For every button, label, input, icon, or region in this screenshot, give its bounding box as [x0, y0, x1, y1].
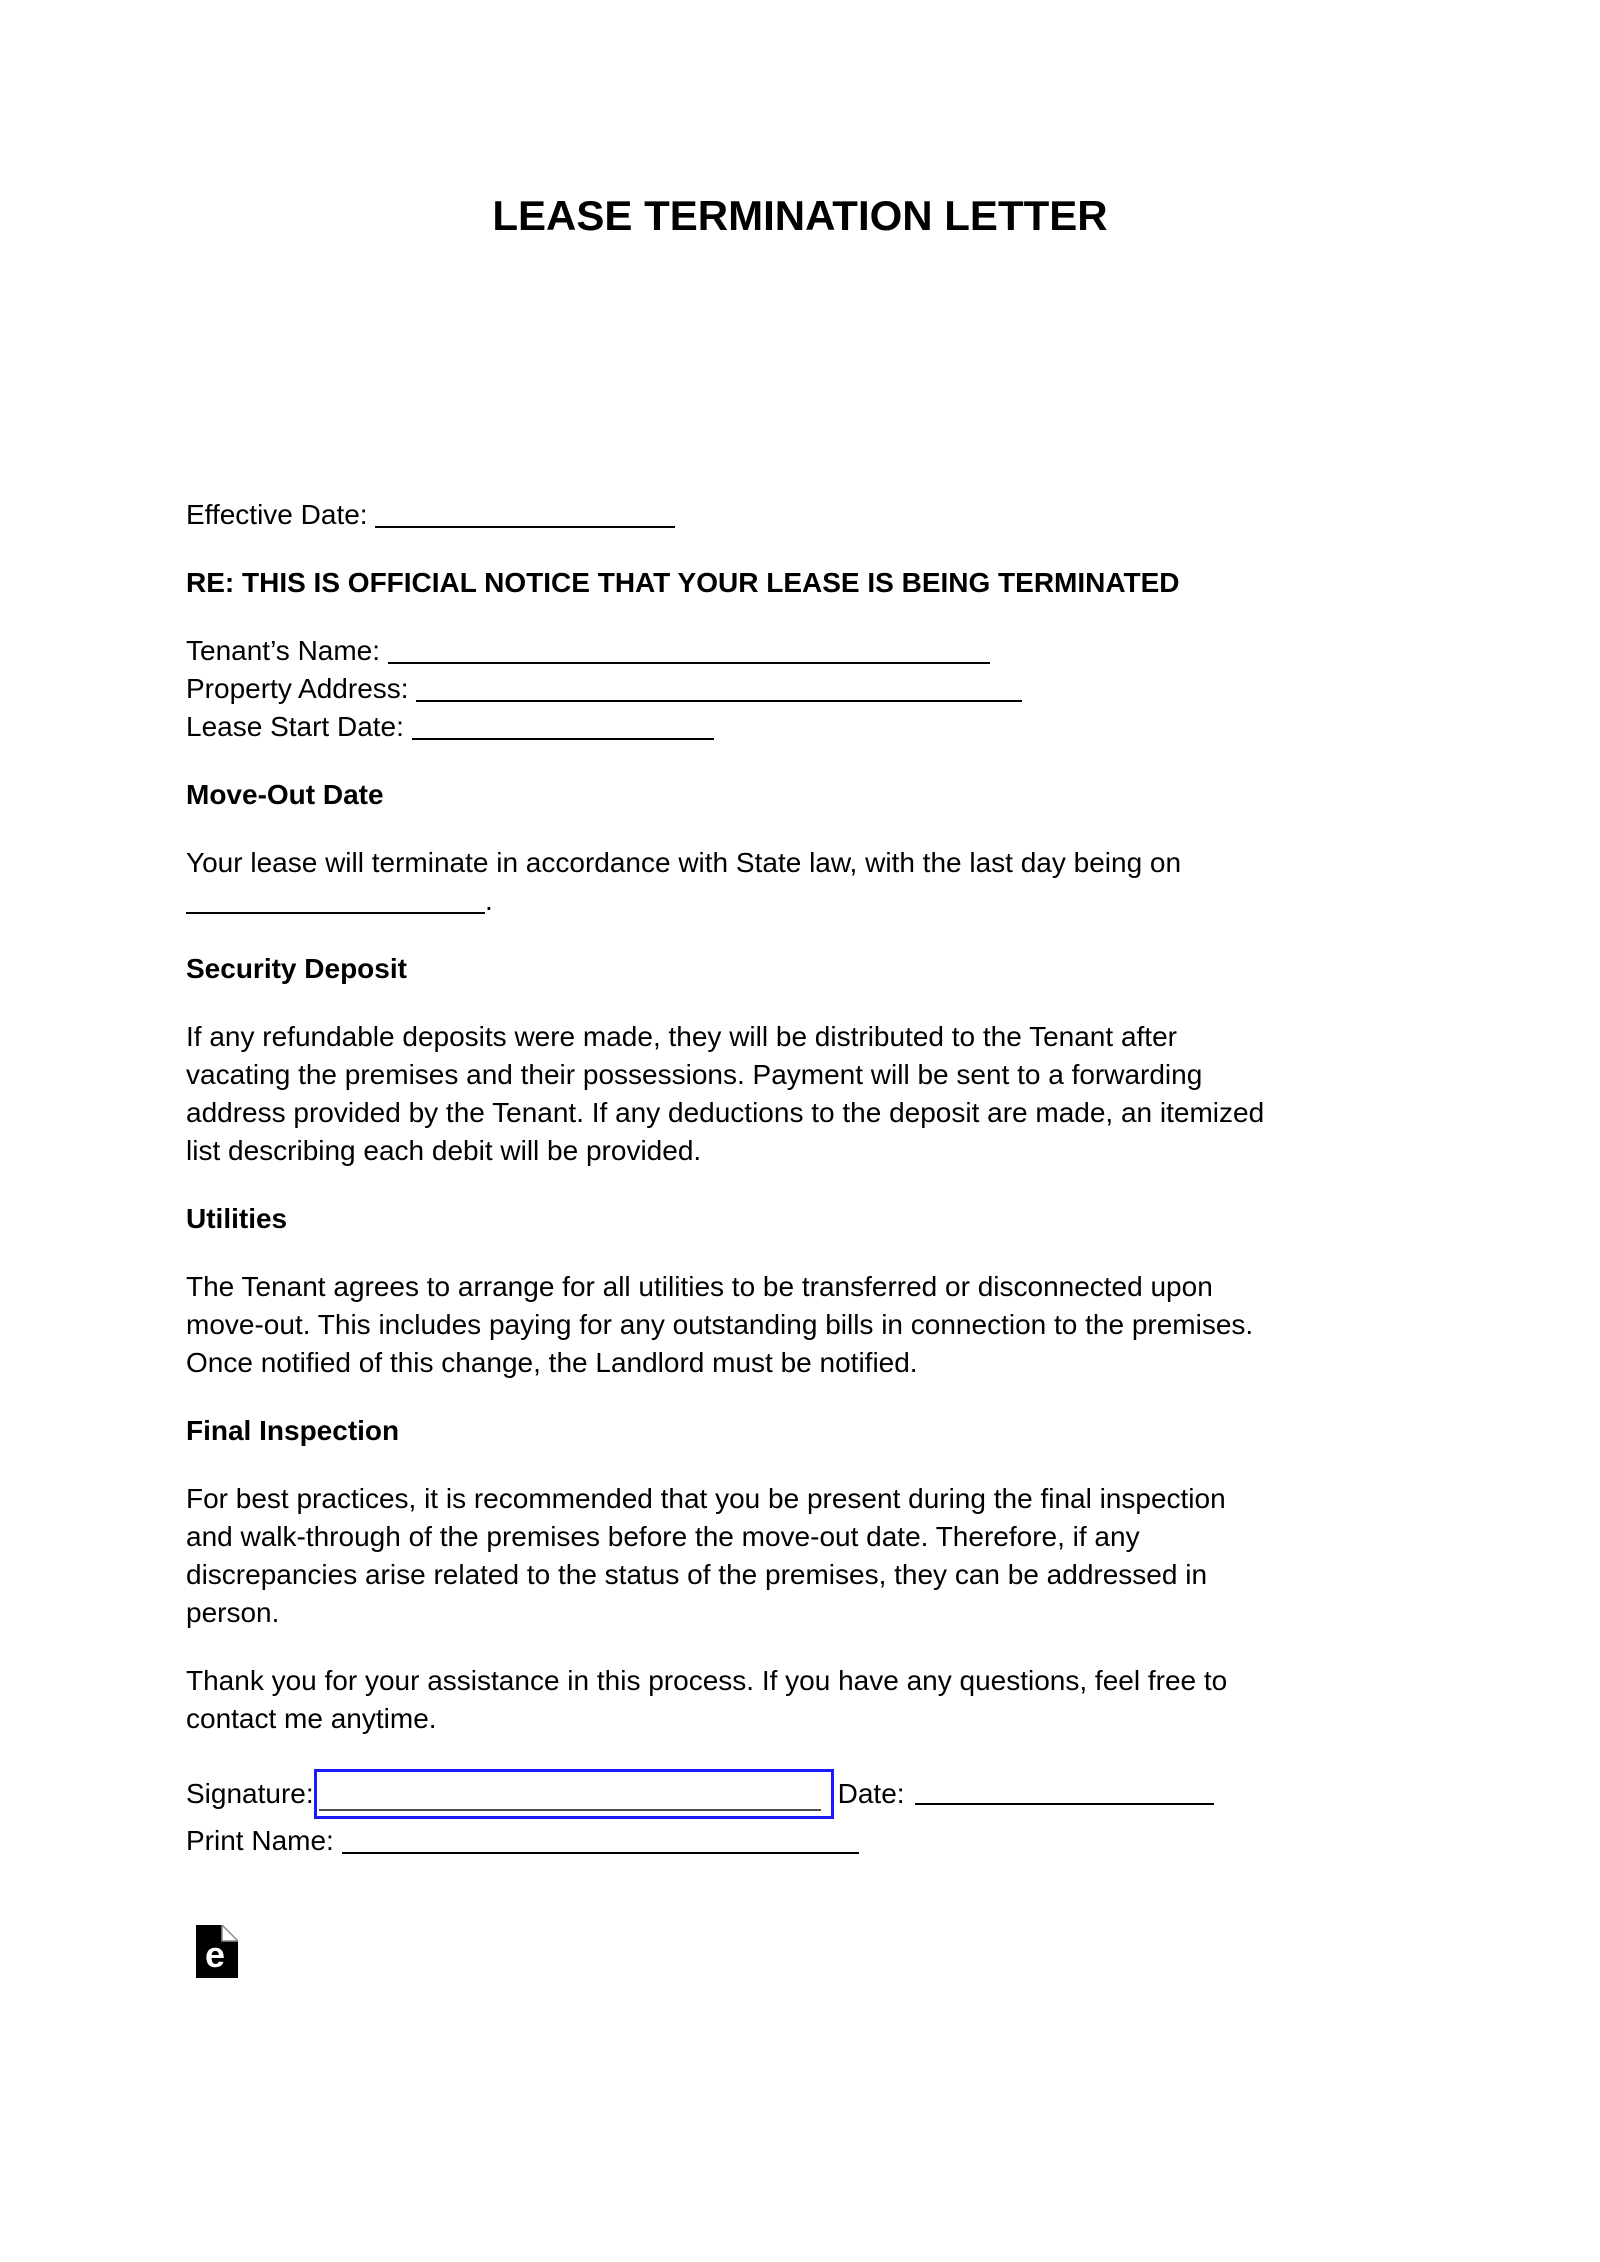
- signature-field[interactable]: [314, 1769, 834, 1819]
- property-address-label: Property Address:: [186, 673, 409, 704]
- move-out-paragraph-line: Your lease will terminate in accordance with State law, with the last day being on: [186, 847, 1182, 878]
- signature-label: Signature:: [186, 1778, 314, 1809]
- security-deposit-paragraph: [186, 1018, 1414, 1170]
- utilities-line: The Tenant agrees to arrange for all utilities to be transferred or disconnected upon: [186, 1271, 1213, 1302]
- closing-paragraph: [186, 1662, 1414, 1738]
- closing-line: Thank you for your assistance in this process. If you have any questions, feel free to: [186, 1665, 1228, 1696]
- lease-termination-letter-page: [0, 192, 1600, 2262]
- move-out-date-heading: Move-Out Date: [186, 779, 384, 810]
- lease-start-date-label: Lease Start Date:: [186, 711, 404, 742]
- print-name-label: Print Name:: [186, 1825, 334, 1856]
- re-notice-line: RE: THIS IS OFFICIAL NOTICE THAT YOUR LEASE IS BEING TERMINATED: [186, 567, 1180, 598]
- effective-date-label: Effective Date:: [186, 499, 368, 530]
- security-deposit-heading: Security Deposit: [186, 953, 407, 984]
- final-inspection-paragraph: [186, 1480, 1414, 1632]
- final-inspection-heading: Final Inspection: [186, 1415, 400, 1446]
- final-inspection-line: discrepancies arise related to the status of the premises, they can be addressed in: [186, 1559, 1208, 1590]
- signature-underline: [319, 1809, 821, 1811]
- move-out-blank-row: [186, 882, 1414, 920]
- utilities-heading: Utilities: [186, 1203, 288, 1234]
- lease-start-date-row: [186, 708, 1414, 746]
- date-blank: [915, 1783, 1214, 1805]
- tenant-name-blank: [388, 642, 990, 664]
- move-out-date-blank: [186, 892, 485, 914]
- security-deposit-line: vacating the premises and their possessions. Payment will be sent to a forwarding: [186, 1059, 1203, 1090]
- tenant-name-label: Tenant’s Name:: [186, 635, 381, 666]
- print-name-blank: [342, 1832, 859, 1854]
- print-name-row: [186, 1822, 1414, 1860]
- tenant-info-block: [186, 632, 1414, 746]
- utilities-paragraph: [186, 1268, 1414, 1382]
- tenant-name-row: [186, 632, 1414, 670]
- final-inspection-line: person.: [186, 1597, 280, 1628]
- final-inspection-line: and walk-through of the premises before the move-out date. Therefore, if any: [186, 1521, 1140, 1552]
- security-deposit-line: If any refundable deposits were made, they will be distributed to the Tenant after: [186, 1021, 1177, 1052]
- eforms-document-logo-icon: [196, 1925, 238, 1978]
- date-label: Date:: [837, 1778, 905, 1809]
- property-address-blank: [416, 680, 1022, 702]
- utilities-line: Once notified of this change, the Landlord must be notified.: [186, 1347, 918, 1378]
- utilities-line: move-out. This includes paying for any outstanding bills in connection to the premises.: [186, 1309, 1254, 1340]
- move-out-period: .: [485, 885, 493, 916]
- property-address-row: [186, 670, 1414, 708]
- document-title: LEASE TERMINATION LETTER: [492, 192, 1108, 239]
- move-out-paragraph: [186, 844, 1414, 920]
- logo-letter: e: [204, 1934, 226, 1975]
- security-deposit-line: address provided by the Tenant. If any deductions to the deposit are made, an itemized: [186, 1097, 1265, 1128]
- final-inspection-line: For best practices, it is recommended that you be present during the final inspection: [186, 1483, 1226, 1514]
- closing-line: contact me anytime.: [186, 1703, 437, 1734]
- effective-date-blank: [375, 506, 675, 528]
- effective-date-row: [186, 496, 1414, 534]
- lease-start-date-blank: [412, 718, 714, 740]
- security-deposit-line: list describing each debit will be provided.: [186, 1135, 702, 1166]
- signature-row: [186, 1768, 1414, 1820]
